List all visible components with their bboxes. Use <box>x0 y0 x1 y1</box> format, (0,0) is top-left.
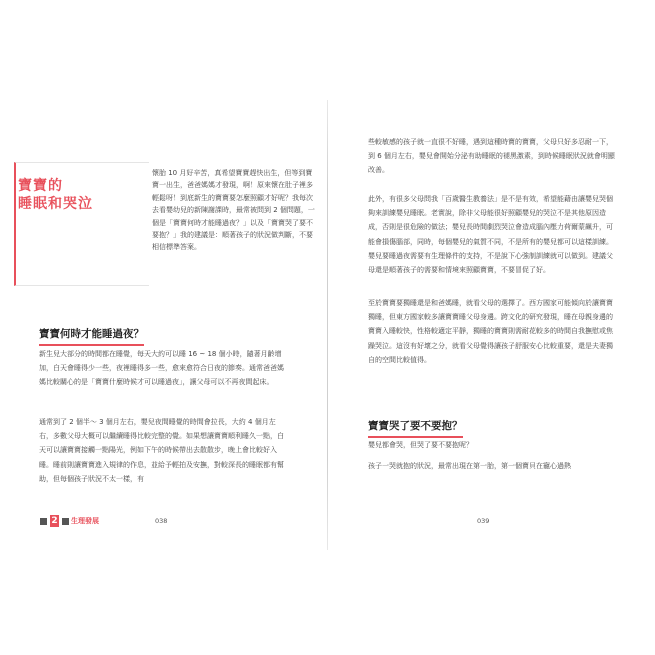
right-paragraph-4: 嬰兒都會哭，但哭了要不要抱呢？ <box>368 441 473 449</box>
right-page <box>328 0 655 655</box>
left-paragraph-1: 新生兒大部分的時間都在睡覺，每天大約可以睡 16 ~ 18 個小時，隨著月齡增加，白天會睡得少一些，夜裡睡得多一些，愈來愈符合日夜的節奏。通常爸爸媽媽比較關心的是「寶寶什麼時候才可以睡過夜」，讓父母可以不再夜間起床。 <box>39 350 284 387</box>
section-heading-sleep-through-night: 寶寶何時才能睡過夜？ <box>39 326 144 346</box>
page-number: 038 <box>155 517 168 525</box>
right-paragraph-5: 孩子一哭就抱的狀況，最常出現在第一胎，第一個寶貝在寵心過熱 <box>368 462 571 470</box>
footer-square-icon <box>40 518 47 525</box>
footer-square-icon <box>62 518 69 525</box>
chapter-title-line-2: 睡眠和哭泣 <box>18 196 93 212</box>
intro-paragraph: 懷胎 10 月好辛苦，真希望寶寶趕快出生，但等到寶寶一出生，爸爸媽媽才發現，啊！原來懷在肚子裡多輕鬆呀！到底新生的寶寶要怎麼照顧才好呢？我每次去看嬰幼兒的新陳謝課時，最常被問到 2 個問題，一個是「寶寶何時才能睡過夜？」以及「寶寶哭了要不要抱？」我的建議是：順著孩子的狀況做判斷，不要相信標準答案。 <box>152 169 315 252</box>
chapter-number-badge: 2 <box>51 516 58 526</box>
left-paragraph-2: 通常到了 2 個半～ 3 個月左右，嬰兒夜間睡覺的時間會拉長，大約 4 個月左右，多數父母大概可以繼續睡得比較完整的覺。如果想讓寶寶順利睡久一點，白天可以讓寶寶接觸一點陽光，例如下午的時候帶出去散散步，晚上會比較好入睡。睡前則讓寶寶進入規律的作息，並給予輕拍及安撫，對較深長的睡眠都有幫助，但每個孩子狀況不太一樣，有 <box>39 418 284 483</box>
section-heading-cry-hold: 寶寶哭了要不要抱？ <box>368 418 463 438</box>
left-page <box>0 0 327 655</box>
right-paragraph-3: 至於寶寶要獨睡還是和爸媽睡，就看父母的選擇了。西方國家可能傾向於讓寶寶獨睡，但東方國家較多讓寶寶睡父母身邊。跨文化的研究發現，睡在母親身邊的寶寶入睡較快，性格較適定平靜，獨睡的寶寶則需耐花較多的時間自我撫慰或焦躁哭泣。這沒有好壞之分，就看父母覺得讓孩子舒服安心比較重要，還是夫妻獨自的空間比較值得。 <box>368 299 613 364</box>
chapter-footer-label: 生理發展 <box>71 517 99 525</box>
right-paragraph-2: 此外，有很多父母問我「百歲醫生教養法」是不是有效，希望能藉由讓嬰兒哭個夠來訓練嬰兒睡眠。老實說，除非父母能很好照顧嬰兒的哭泣不是其他原因造成，否則是很危險的做法；嬰兒長時間劇烈哭泣會造成腦內壓力荷爾蒙飆升，可能會損傷腦部，同時，每個嬰兒的氣質不同，不是所有的嬰兒都可以這樣訓練。嬰兒要睡過夜需要有生理條件的支持，不是說下心強制訓練就可以做到。建議父母還是順著孩子的需要和情境來照顧寶寶，不要冒促了好。 <box>368 195 613 275</box>
chapter-title-line-1: 寶寶的 <box>18 178 63 194</box>
page-number: 039 <box>477 517 490 525</box>
right-paragraph-1: 些較敏感的孩子就一直很不好睡，遇到這種時寶的寶寶，父母只好多忍耐一下，到 6 個月左右，嬰兒會開始分泌有助睡眠的褪黑激素，到時候睡眠狀況就會明顯改善。 <box>368 138 615 175</box>
